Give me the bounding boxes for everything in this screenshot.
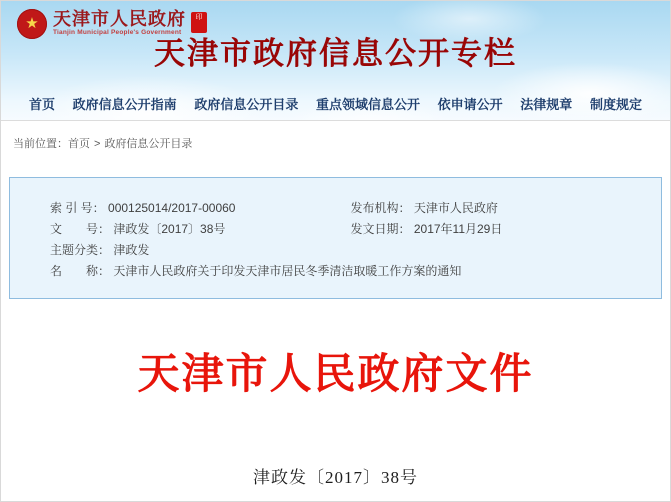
meta-index-number <box>50 198 351 219</box>
breadcrumb-separator: > <box>94 138 101 150</box>
meta-row <box>50 219 651 240</box>
meta-row <box>50 198 651 219</box>
meta-value: 000125014/2017-00060 <box>108 201 236 215</box>
nav-item-key-areas-disclosure[interactable]: 重点领域信息公开 <box>315 97 420 112</box>
site-name: 天津市人民政府 <box>53 9 186 29</box>
meta-issuing-agency <box>351 198 652 219</box>
document-letterhead-title: 天津市人民政府文件 <box>137 352 534 398</box>
nav-item-disclosure-guide[interactable]: 政府信息公开指南 <box>72 97 177 112</box>
meta-subject-category <box>50 240 651 261</box>
main-nav <box>1 94 670 113</box>
breadcrumb-catalog-link[interactable]: 政府信息公开目录 <box>104 138 193 150</box>
meta-value: 津政发〔2017〕38号 <box>113 222 226 236</box>
breadcrumb-home-link[interactable]: 首页 <box>68 138 90 150</box>
meta-row <box>50 261 651 282</box>
banner-title: 天津市政府信息公开专栏 <box>154 36 517 71</box>
site-name-english: Tianjin Municipal People's Government <box>53 29 182 36</box>
meta-label: 名 称： <box>50 264 114 278</box>
breadcrumb-prefix: 当前位置： <box>13 138 68 150</box>
national-emblem-icon: ★ <box>17 9 47 39</box>
nav-item-apply-disclosure[interactable]: 依申请公开 <box>437 97 503 112</box>
meta-row <box>50 240 651 261</box>
site-header <box>1 1 670 121</box>
meta-label: 主题分类： <box>50 243 114 257</box>
meta-issue-date <box>351 219 652 240</box>
red-seal-icon: 印 <box>191 12 207 33</box>
nav-item-disclosure-catalog[interactable]: 政府信息公开目录 <box>194 97 299 112</box>
document-meta-box <box>9 177 662 299</box>
meta-value: 津政发 <box>113 243 150 257</box>
logo-text <box>53 9 186 36</box>
meta-title <box>50 261 651 282</box>
meta-label: 文 号： <box>50 222 114 236</box>
meta-value: 天津市人民政府 <box>413 201 498 215</box>
document-number: 津政发〔2017〕38号 <box>253 468 418 487</box>
meta-label: 发布机构： <box>350 201 414 215</box>
breadcrumb <box>13 135 670 151</box>
site-logo[interactable] <box>17 9 207 39</box>
meta-doc-number <box>50 219 351 240</box>
nav-item-laws-regulations[interactable]: 法律规章 <box>520 97 573 112</box>
nav-item-rules[interactable]: 制度规定 <box>589 97 642 112</box>
meta-value: 天津市人民政府关于印发天津市居民冬季清洁取暖工作方案的通知 <box>113 264 462 278</box>
nav-item-home[interactable]: 首页 <box>29 97 56 112</box>
meta-label: 发文日期： <box>350 222 414 236</box>
meta-value: 2017年11月29日 <box>413 222 503 236</box>
meta-label: 索 引 号： <box>50 201 109 215</box>
